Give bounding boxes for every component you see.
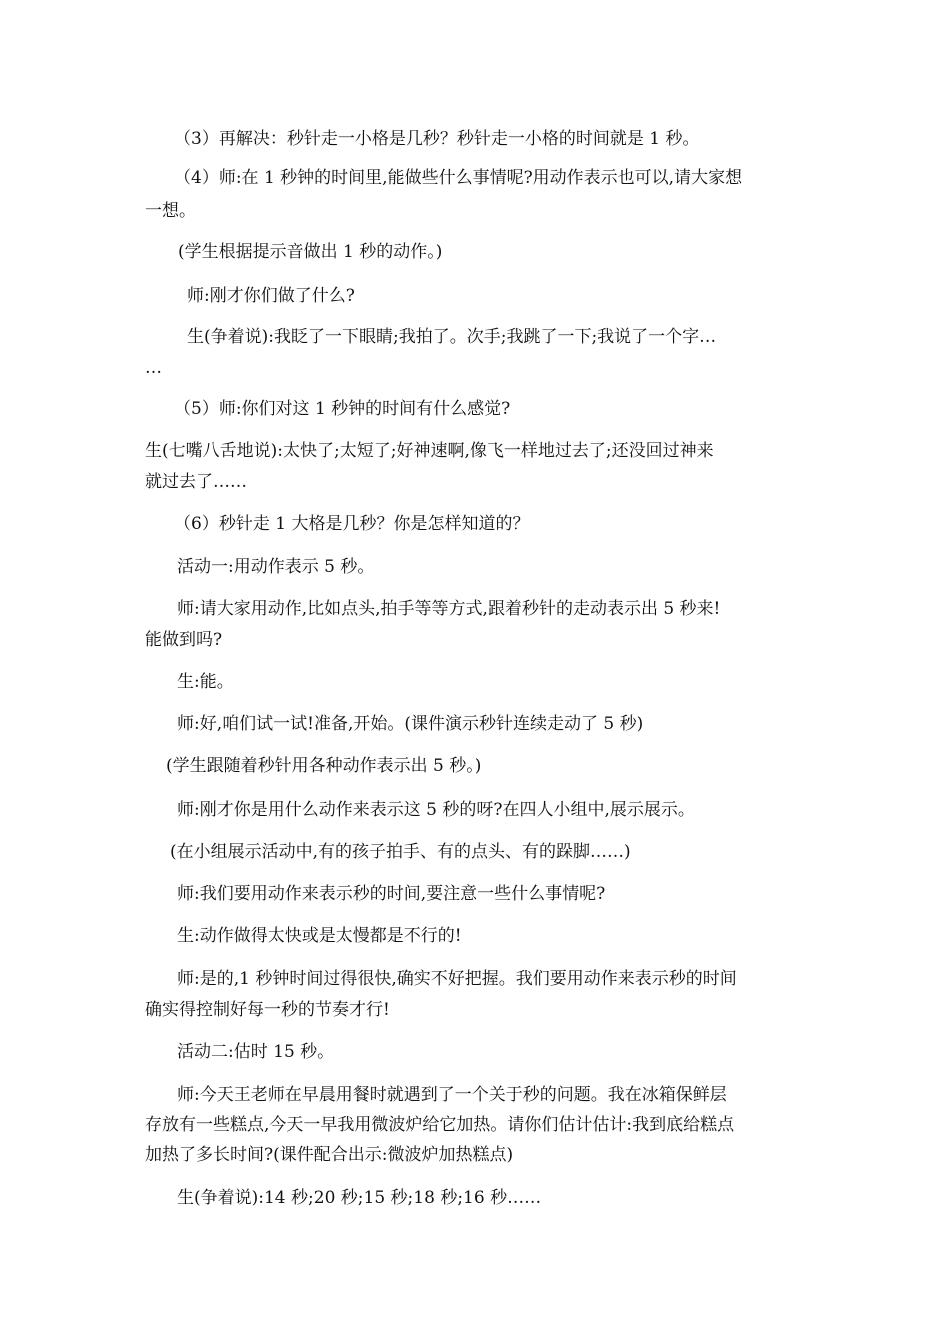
paragraph-text: 能做到吗? <box>145 630 223 650</box>
paragraph-text: 确实得控制好每一秒的节奏才行! <box>145 1000 390 1020</box>
paragraph-text: (学生根据提示音做出 1 秒的动作。) <box>178 242 443 262</box>
paragraph-text: 一想。 <box>145 201 196 221</box>
paragraph-text: （6）秒针走 1 大格是几秒？你是怎样知道的？ <box>174 514 530 534</box>
paragraph-text: 师:我们要用动作来表示秒的时间,要注意一些什么事情呢? <box>177 884 606 904</box>
paragraph-text: 生:动作做得太快或是太慢都是不行的! <box>177 926 462 946</box>
paragraph-text: 师:刚才你们做了什么? <box>187 286 355 306</box>
paragraph-text: 师:好,咱们试一试!准备,开始。(课件演示秒针连续走动了 5 秒) <box>177 714 644 734</box>
paragraph-text: 就过去了…… <box>145 472 247 492</box>
paragraph-text: 活动一:用动作表示 5 秒。 <box>177 557 375 577</box>
paragraph-text: 师:刚才你是用什么动作来表示这 5 秒的呀?在四人小组中,展示展示。 <box>177 800 695 820</box>
paragraph-text: 师:今天王老师在早晨用餐时就遇到了一个关于秒的问题。我在冰箱保鲜层 <box>177 1085 727 1105</box>
paragraph-text: 师:请大家用动作,比如点头,拍手等等方式,跟着秒针的走动表示出 5 秒来! <box>177 599 721 619</box>
paragraph-text: （3）再解决：秒针走一小格是几秒？秒针走一小格的时间就是 1 秒。 <box>174 129 700 149</box>
paragraph-text: 加热了多长时间?(课件配合出示:微波炉加热糕点) <box>145 1145 514 1165</box>
paragraph-text: (学生跟随着秒针用各种动作表示出 5 秒。) <box>166 756 482 776</box>
paragraph-text: 活动二:估时 15 秒。 <box>177 1042 335 1062</box>
paragraph-text: … <box>145 358 162 378</box>
paragraph-text: 生(七嘴八舌地说):太快了;太短了;好神速啊,像飞一样地过去了;还没回过神来 <box>145 441 714 461</box>
paragraph-text: 生(争着说):我眨了一下眼睛;我拍了。次手;我跳了一下;我说了一个字… <box>187 327 717 347</box>
paragraph-text: 存放有一些糕点,今天一早我用微波炉给它加热。请你们估计估计:我到底给糕点 <box>145 1115 735 1135</box>
paragraph-text: 师:是的,1 秒钟时间过得很快,确实不好把握。我们要用动作来表示秒的时间 <box>177 969 737 989</box>
paragraph-text: （4）师:在 1 秒钟的时间里,能做些什么事情呢?用动作表示也可以,请大家想 <box>174 168 743 188</box>
paragraph-text: 生:能。 <box>177 672 234 692</box>
paragraph-text: （5）师:你们对这 1 秒钟的时间有什么感觉? <box>174 399 511 419</box>
paragraph-text: (在小组展示活动中,有的孩子拍手、有的点头、有的跺脚……) <box>170 842 631 862</box>
paragraph-text: 生(争着说):14 秒;20 秒;15 秒;18 秒;16 秒…… <box>177 1188 542 1208</box>
